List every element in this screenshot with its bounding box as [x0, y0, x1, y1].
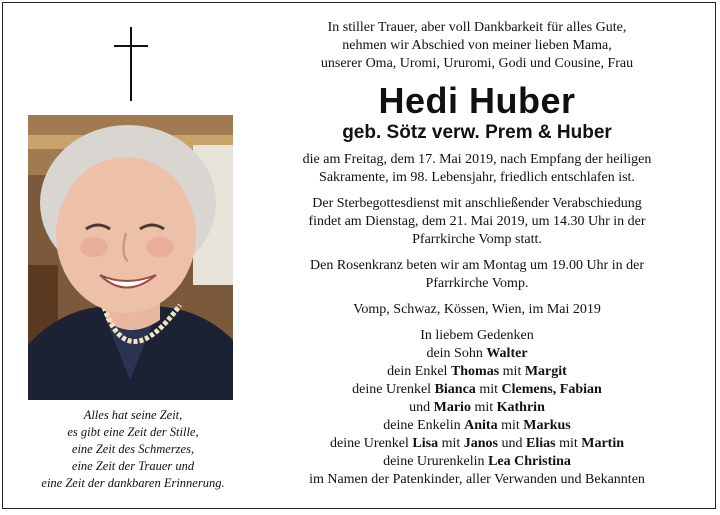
mourner-line: im Namen der Patenkinder, aller Verwanden und Bekannten — [309, 472, 645, 487]
mourners-list — [251, 327, 703, 489]
mourner-line: dein Enkel Thomas mit Margit — [387, 364, 567, 379]
poem-line: eine Zeit des Schmerzes, — [71, 442, 195, 456]
deceased-name: Hedi Huber — [378, 80, 576, 121]
rosary-text: Den Rosenkranz beten wir am Montag um 19.00 Uhr in der Pfarrkirche Vomp. — [310, 258, 644, 291]
memory-heading: In liebem Gedenken — [420, 328, 534, 343]
poem-line: eine Zeit der Trauer und — [71, 459, 195, 473]
place-date: Vomp, Schwaz, Kössen, Wien, im Mai 2019 — [353, 302, 601, 317]
service-text: Der Sterbegottesdienst mit anschließender Verabschiedung findet am Dienstag, dem 21. Mai 2019, um 14.30 Uhr in der Pfarrkirche Vomp statt. — [308, 196, 646, 247]
portrait-photo — [28, 115, 233, 400]
mourner-line: deine Enkelin Anita mit Markus — [383, 418, 571, 433]
poem-line: eine Zeit der dankbaren Erinnerung. — [41, 476, 225, 490]
mourner-line: deine Urenkel Bianca mit Clemens, Fabian — [352, 382, 602, 397]
mourner-line: und Mario mit Kathrin — [409, 400, 545, 415]
birth-name: geb. Sötz verw. Prem & Huber — [342, 122, 612, 143]
poem — [11, 407, 255, 492]
mourner-line: deine Urenkel Lisa mit Janos und Elias mit Martin — [329, 436, 625, 451]
death-text: die am Freitag, dem 17. Mai 2019, nach Empfang der heiligen Sakramente, im 98. Lebensjahr, friedlich entschlafen ist. — [302, 152, 652, 185]
intro-text: In stiller Trauer, aber voll Dankbarkeit für alles Gute, nehmen wir Abschied von meiner lieben Mama, unserer Oma, Uromi, Ururomi, Godi und Cousine, Frau — [320, 20, 634, 71]
obituary-notice — [2, 2, 716, 509]
notice-text — [251, 19, 703, 489]
cross-icon — [114, 27, 148, 103]
poem-line: es gibt eine Zeit der Stille, — [67, 425, 199, 439]
mourner-line: deine Ururenkelin Lea Christina — [383, 454, 571, 469]
mourner-line: dein Sohn Walter — [426, 346, 528, 361]
poem-line: Alles hat seine Zeit, — [83, 408, 183, 422]
